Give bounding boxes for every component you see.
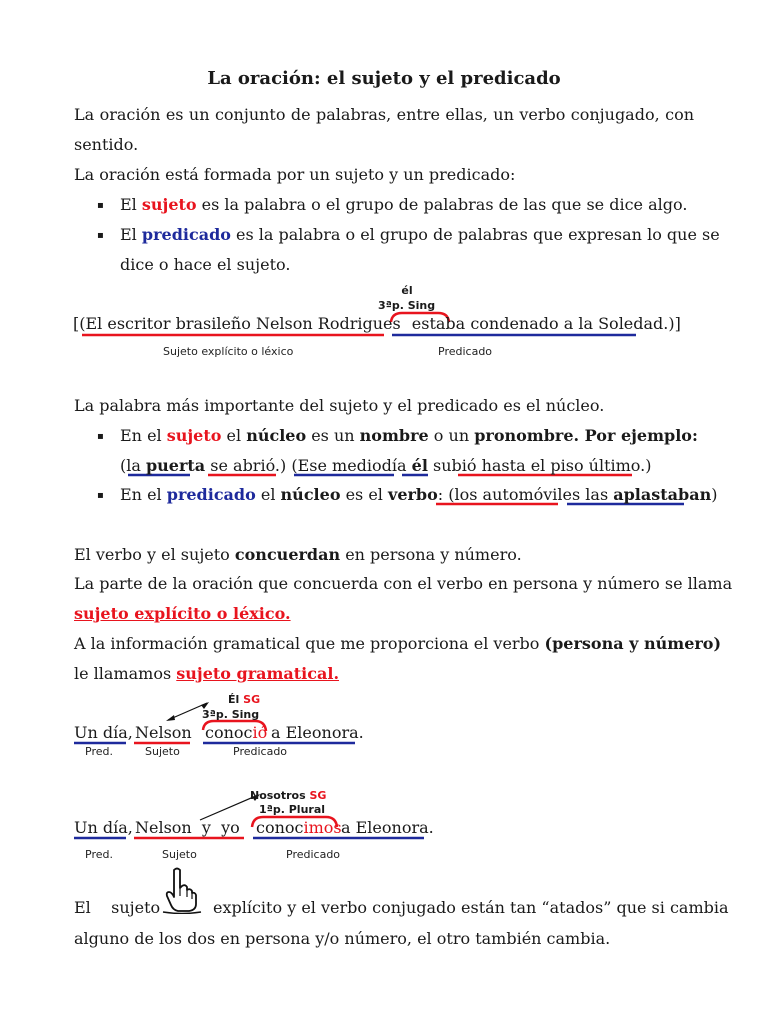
bullet-nucleo-sujeto — [120, 426, 698, 445]
page-title: La oración: el sujeto y el predicado — [207, 68, 561, 89]
final-line-2: alguno de los dos en persona y/o número, el otro también cambia. — [74, 929, 611, 948]
ex3-label-pred: Pred. — [85, 848, 113, 861]
ex2-verb — [205, 723, 267, 742]
text: El — [120, 195, 142, 214]
ex3-s2: Nelson y yo — [135, 818, 240, 837]
term-nombre: nombre — [359, 426, 429, 445]
ex2-arrowhead-left — [166, 715, 175, 721]
intro-line-1: La oración es un conjunto de palabras, entre ellas, un verbo conjugado, con — [74, 105, 694, 124]
term-concuerdan: concuerdan — [234, 545, 341, 564]
verb-ending: ió — [252, 723, 268, 742]
text: el — [255, 485, 281, 504]
ex1-rest: condenado a la Soledad.) — [470, 314, 675, 333]
bracket-open: [ — [73, 314, 80, 333]
term-nucleo: núcleo — [280, 485, 341, 504]
text: El verbo y el sujeto — [74, 545, 235, 564]
term-predicado: predicado — [141, 225, 231, 244]
ex3-rest: a Eleonora. — [341, 818, 434, 837]
sujeto-gramatical-line — [74, 664, 339, 683]
bullet-nucleo-examples — [120, 456, 651, 475]
ex2-annot-el — [228, 693, 260, 706]
text: es el — [340, 485, 389, 504]
intro-line-3: La oración está formada por un sujeto y un predicado: — [74, 165, 516, 184]
term-nucleo: núcleo — [246, 426, 307, 445]
ex1-verb: estaba — [411, 314, 466, 333]
pointing-hand-icon — [160, 866, 204, 914]
term-persona-numero: (persona y número) — [544, 634, 722, 653]
intro-line-2: sentido. — [74, 135, 139, 154]
text: en persona y número. — [340, 545, 522, 564]
text: Él — [228, 693, 240, 706]
text: : (los automóviles las — [437, 485, 614, 504]
term-pronombre: pronombre. Por ejemplo: — [474, 426, 698, 445]
ex1-subject: (El escritor brasileño Nelson Rodrigues — [79, 314, 401, 333]
text: le llamamos — [74, 664, 177, 683]
bullet-marker: ▪ — [97, 431, 104, 442]
ex3-verb — [256, 818, 342, 837]
ex3-annot-nosotros — [250, 789, 326, 802]
text: Nosotros — [250, 789, 306, 802]
ex2-label-pred: Pred. — [85, 745, 113, 758]
sg-tag: SG — [243, 693, 261, 706]
bullet-nucleo-predicado — [120, 485, 717, 504]
word-puerta: puerta — [145, 456, 206, 475]
nucleo-intro: La palabra más importante del sujeto y el predicado es el núcleo. — [74, 396, 605, 415]
term-verbo: verbo — [388, 485, 438, 504]
bullet-marker: ▪ — [97, 490, 104, 501]
ex2-label-sujeto: Sujeto — [145, 745, 180, 758]
ex2-annot-person: 3ªp. Sing — [202, 708, 260, 721]
word-el: él — [411, 456, 428, 475]
sg-tag: SG — [309, 789, 327, 802]
bracket-close: ] — [674, 314, 681, 333]
text: A la información gramatical que me proporciona el verbo — [74, 634, 545, 653]
text: es la palabra o el grupo de palabras de las que se dice algo. — [196, 195, 688, 214]
informacion-gramatical — [74, 634, 722, 653]
text: En el — [120, 485, 167, 504]
ex2-label-predicado: Predicado — [233, 745, 288, 758]
term-sujeto-explicito: sujeto explícito o léxico. — [74, 604, 291, 623]
label-predicado: Predicado — [438, 345, 493, 358]
text: (la — [120, 456, 146, 475]
term-sujeto-gramatical: sujeto gramatical. — [176, 664, 340, 683]
ex3-label-predicado: Predicado — [286, 848, 341, 861]
text: es la palabra o el grupo de palabras que expresan lo que se — [230, 225, 720, 244]
ex3-s1: Un día, — [74, 818, 133, 837]
ex2-s1: Un día, — [74, 723, 133, 742]
text: se abrió.) (Ese mediodía — [205, 456, 412, 475]
verb-stem: conoc — [256, 818, 304, 837]
text: o un — [428, 426, 475, 445]
text: subió hasta el piso último.) — [427, 456, 652, 475]
bullet-marker: ▪ — [97, 200, 104, 211]
term-sujeto: sujeto — [141, 195, 197, 214]
final-line-1: explícito y el verbo conjugado están tan “atados” que si cambia — [213, 898, 729, 917]
sujeto-explicito-def: La parte de la oración que concuerda con el verbo en persona y número se llama — [74, 574, 733, 593]
ex2-s2: Nelson — [135, 723, 192, 742]
term-predicado: predicado — [166, 485, 256, 504]
bullet-predicado-line2: dice o hace el sujeto. — [120, 255, 291, 274]
bullet-sujeto — [120, 195, 687, 214]
word-aplastaban: aplastaban — [613, 485, 712, 504]
term-sujeto: sujeto — [166, 426, 222, 445]
ex3-annot-person: 1ªp. Plural — [259, 803, 326, 816]
ex1-sentence — [73, 314, 681, 333]
ex3-label-sujeto: Sujeto — [162, 848, 197, 861]
concordancia-line — [74, 545, 522, 564]
label-sujeto-explicito: Sujeto explícito o léxico — [163, 345, 294, 358]
ex1-annot-el: él — [401, 284, 413, 297]
verb-stem: conoc — [205, 723, 253, 742]
text: es un — [306, 426, 360, 445]
bullet-marker: ▪ — [97, 230, 104, 241]
text: El — [120, 225, 142, 244]
ex2-rest: a Eleonora. — [271, 723, 364, 742]
text: En el — [120, 426, 167, 445]
ex1-annot-person: 3ªp. Sing — [378, 299, 436, 312]
text: el — [221, 426, 247, 445]
verb-ending: imos — [303, 818, 342, 837]
text: ) — [711, 485, 718, 504]
bullet-predicado — [120, 225, 720, 244]
final-sujeto: El sujeto — [74, 898, 161, 917]
